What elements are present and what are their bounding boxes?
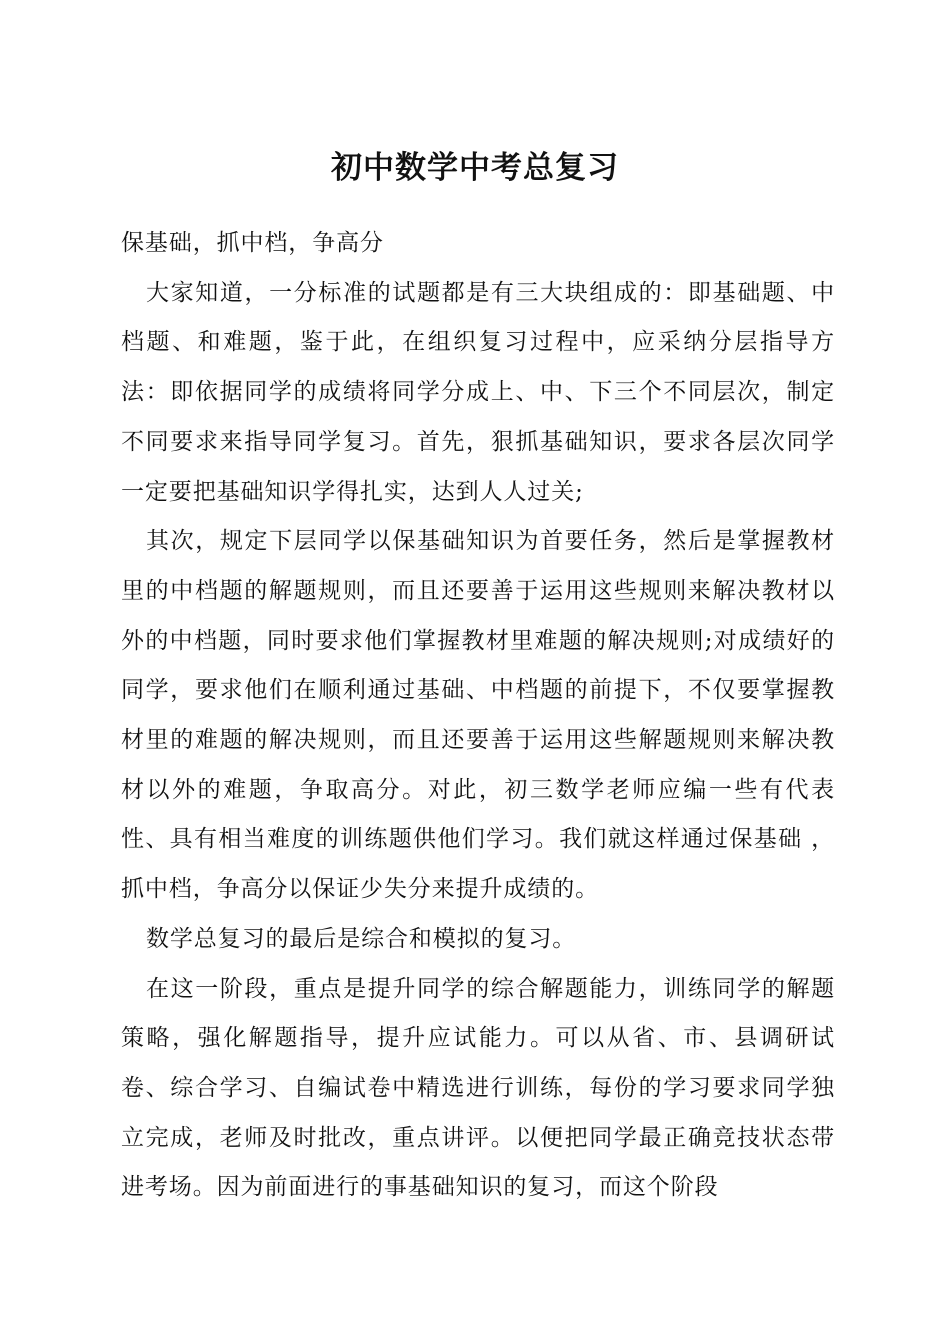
paragraph: 大家知道，一分标准的试题都是有三大块组成的：即基础题、中档题、和难题，鉴于此，在组织复习过程中，应采纳分层指导方法：即依据同学的成绩将同学分成上、中、下三个不同层次，制定不同要求来指导同学复习。首先，狠抓基础知识，要求各层次同学一定要把基础知识学得扎实，达到人人过关; (121, 279, 835, 505)
paragraph: 数学总复习的最后是综合和模拟的复习。 (146, 925, 577, 952)
document-body (121, 219, 835, 1213)
paragraph: 其次，规定下层同学以保基础知识为首要任务，然后是掌握教材里的中档题的解题规则，而且还要善于运用这些规则来解决教材以外的中档题，同时要求他们掌握教材里难题的解决规则;对成绩好的同学，要求他们在顺利通过基础、中档题的前提下，不仅要掌握教材里的难题的解决规则，而且还要善于运用这些解题规则来解决教材以外的难题，争取高分。对此，初三数学老师应编一些有代表性、具有相当难度的训练题供他们学习。我们就这样通过保基础 ，抓中档，争高分以保证少失分来提升成绩的。 (121, 528, 835, 903)
paragraph: 在这一阶段，重点是提升同学的综合解题能力，训练同学的解题策略，强化解题指导，提升应试能力。可以从省、市、县调研试卷、综合学习、自编试卷中精选进行训练，每份的学习要求同学独立完成，老师及时批改，重点讲评。以便把同学最正确竞技状态带进考场。因为前面进行的事基础知识的复习，而这个阶段 (121, 975, 835, 1201)
paragraph-heading: 保基础，抓中档，争高分 (121, 230, 384, 256)
document-title: 初中数学中考总复习 (331, 150, 619, 186)
